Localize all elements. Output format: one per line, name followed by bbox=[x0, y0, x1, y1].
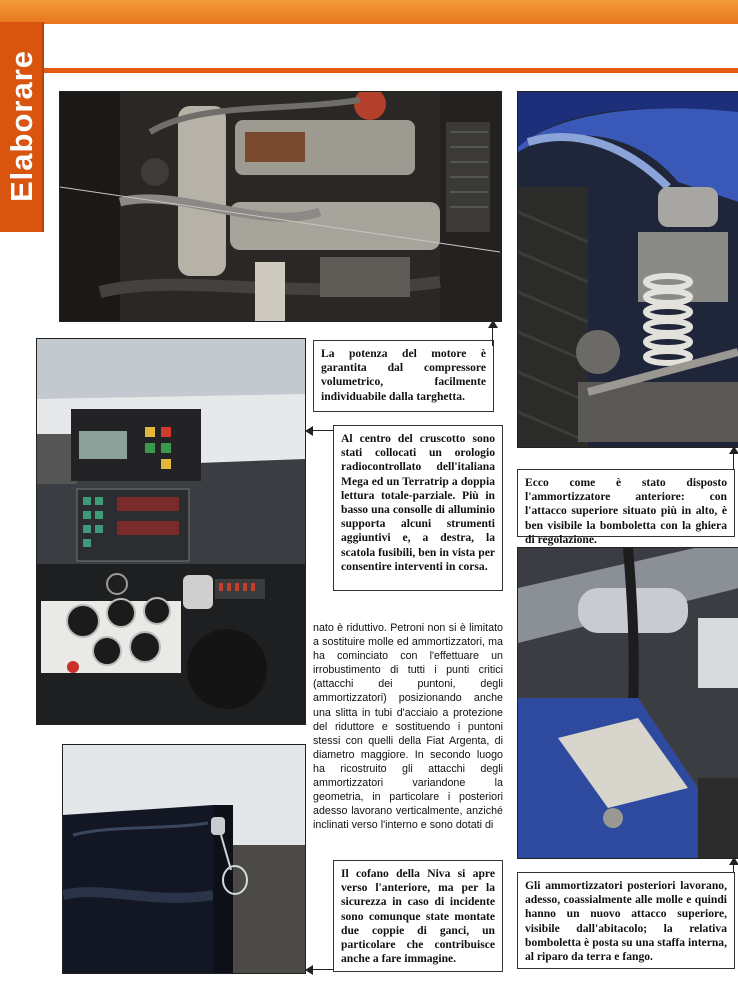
arrow-hood-line bbox=[313, 969, 333, 970]
arrow-dashboard-head bbox=[305, 426, 313, 436]
dashboard-illustration bbox=[37, 339, 305, 724]
article-body: nato è riduttivo. Petroni non si è limitato a sostituire molle ed ammortizzatori, ma ha cominciato con l'effettuare un irrobustimento di tutti i punti critici (attacchi dei puntoni, degli ammortizzatori) posizionando anche una slitta in tubi d'acciaio a protezione del riduttore e sostituendo i puntoni stessi con quelli della Fiat Argenta, di diametro maggiore. In secondo luogo ha ricostruito gli attacchi degli ammortizzatori variandone la geometria, in particolare i posteriori adesso lavorano verticalmente, anziché inclinati verso l'interno e sono dotati di bbox=[313, 622, 503, 832]
engine-illustration bbox=[60, 92, 501, 321]
photo-engine-bay bbox=[59, 91, 502, 322]
arrow-engine-line bbox=[492, 326, 493, 346]
photo-hood-latch bbox=[62, 744, 306, 974]
header-area bbox=[0, 24, 738, 70]
photo-rear-shock bbox=[517, 547, 738, 859]
arrow-front-shock-head bbox=[729, 446, 738, 454]
arrow-rear-shock-head bbox=[729, 857, 738, 865]
header-band bbox=[0, 0, 738, 24]
photo-front-suspension bbox=[517, 91, 738, 448]
header-rule bbox=[0, 68, 738, 73]
caption-rear-shock: Gli ammortizzatori posteriori lavorano, adesso, coassialmente alle molle e quindi hanno un nuovo attacco superiore, visibile dall'abitacolo; la relativa bomboletta è posta su una staffa interna, al riparo da terra e fango. bbox=[517, 872, 735, 969]
arrow-hood-head bbox=[305, 965, 313, 975]
front-suspension-illustration bbox=[518, 92, 738, 447]
caption-hood: Il cofano della Niva si apre verso l'anteriore, ma per la sicurezza in caso di incidente sono comunque state montate due coppie di ganci, un particolare che contribuisce anche a fare immagine. bbox=[333, 860, 503, 972]
section-label: Elaborare bbox=[4, 50, 39, 203]
photo-dashboard bbox=[36, 338, 306, 725]
hood-illustration bbox=[63, 745, 305, 973]
arrow-front-shock-line bbox=[733, 452, 734, 470]
caption-engine: La potenza del motore è garantita dal compressore volumetrico, facilmente individuabile dalla targhetta. bbox=[313, 340, 494, 412]
rear-shock-illustration bbox=[518, 548, 738, 858]
arrow-dashboard-line bbox=[313, 430, 333, 431]
arrow-engine-head bbox=[488, 320, 498, 328]
caption-front-shock: Ecco come è stato disposto l'ammortizzatore anteriore: con l'attacco superiore situato più in alto, è ben visibile la bomboletta con la ghiera di regolazione. bbox=[517, 469, 735, 537]
caption-dashboard: Al centro del cruscotto sono stati collocati un orologio radiocontrollato dell'italiana Mega ed un Terratrip a doppia lettura totale-parziale. Più in basso una consolle di alluminio supporta alcuni strumenti aggiuntivi e, a destra, la scatola fusibili, ben in vista per consentire interventi in corsa. bbox=[333, 425, 503, 591]
